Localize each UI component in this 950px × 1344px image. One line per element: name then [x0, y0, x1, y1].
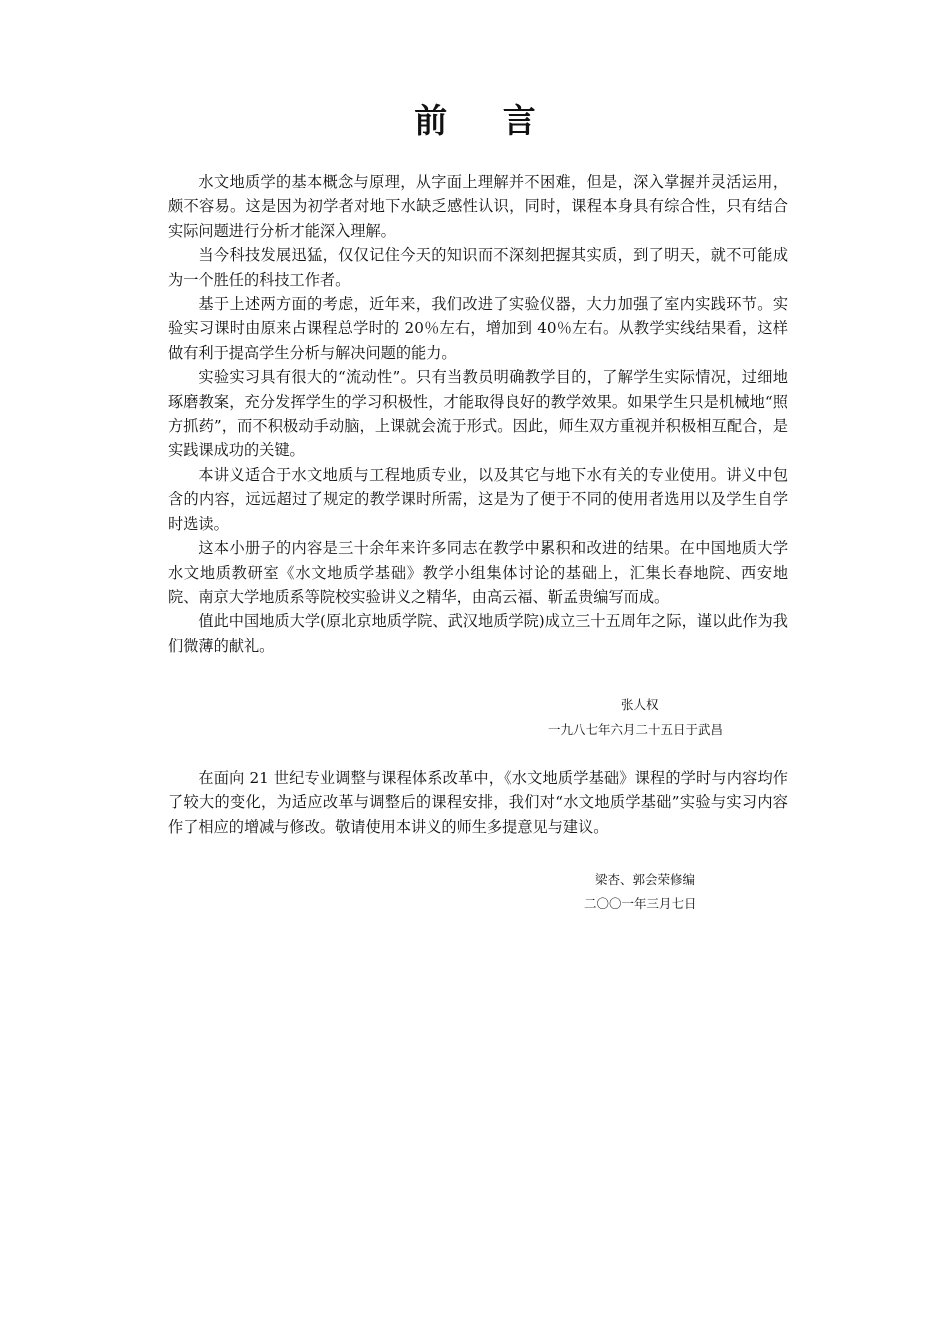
revision-note [168, 766, 788, 839]
page-title: 前 言 [414, 101, 558, 140]
preface-body [168, 170, 788, 658]
paragraph: 值此中国地质大学(原北京地质学院、武汉地质学院)成立三十五周年之际，谨以此作为我们微薄的献礼。 [168, 612, 788, 655]
paragraph: 实验实习具有很大的“流动性”。只有当教员明确教学目的，了解学生实际情况，过细地琢磨教案，充分发挥学生的学习积极性，才能取得良好的教学效果。如果学生只是机械地“照方抓药”，而不积极动手动脑，上课就会流于形式。因此，师生双方重视并积极相互配合，是实践课成功的关键。 [168, 368, 788, 460]
signature-date: 一九八七年六月二十五日于武昌 [548, 722, 724, 737]
paragraph: 基于上述两方面的考虑，近年来，我们改进了实验仪器，大力加强了室内实践环节。实验实习课时由原来占课程总学时的 20％左右，增加到 40％左右。从教学实线结果看，这样做有利于提高学生分析与解决问题的能力。 [168, 295, 788, 362]
revision-editors: 梁杏、郭会荣修编 [595, 872, 696, 887]
paragraph: 这本小册子的内容是三十余年来许多同志在教学中累积和改进的结果。在中国地质大学水文地质教研室《水文地质学基础》教学小组集体讨论的基础上，汇集长春地院、西安地院、南京大学地质系等院校实验讲义之精华，由高云福、靳孟贵编写而成。 [168, 539, 788, 606]
revision-date: 二〇〇一年三月七日 [584, 896, 697, 911]
paragraph: 本讲义适合于水文地质与工程地质专业，以及其它与地下水有关的专业使用。讲义中包含的内容，远远超过了规定的教学课时所需，这是为了便于不同的使用者选用以及学生自学时选读。 [168, 465, 788, 533]
paragraph: 水文地质学的基本概念与原理，从字面上理解并不困难，但是，深入掌握并灵活运用，颇不容易。这是因为初学者对地下水缺乏感性认识，同时，课程本身具有综合性，只有结合实际问题进行分析才能深入理解。 [168, 173, 788, 240]
paragraph: 在面向 21 世纪专业调整与课程体系改革中，《水文地质学基础》课程的学时与内容均作了较大的变化，为适应改革与调整后的课程安排，我们对“水文地质学基础”实验与实习内容作了相应的增减与修改。敬请使用本讲义的师生多提意见与建议。 [168, 769, 788, 836]
paragraph: 当今科技发展迅猛，仅仅记住今天的知识而不深刻把握其实质，到了明天，就不可能成为一个胜任的科技工作者。 [168, 246, 788, 289]
signature-author: 张人权 [621, 697, 659, 712]
